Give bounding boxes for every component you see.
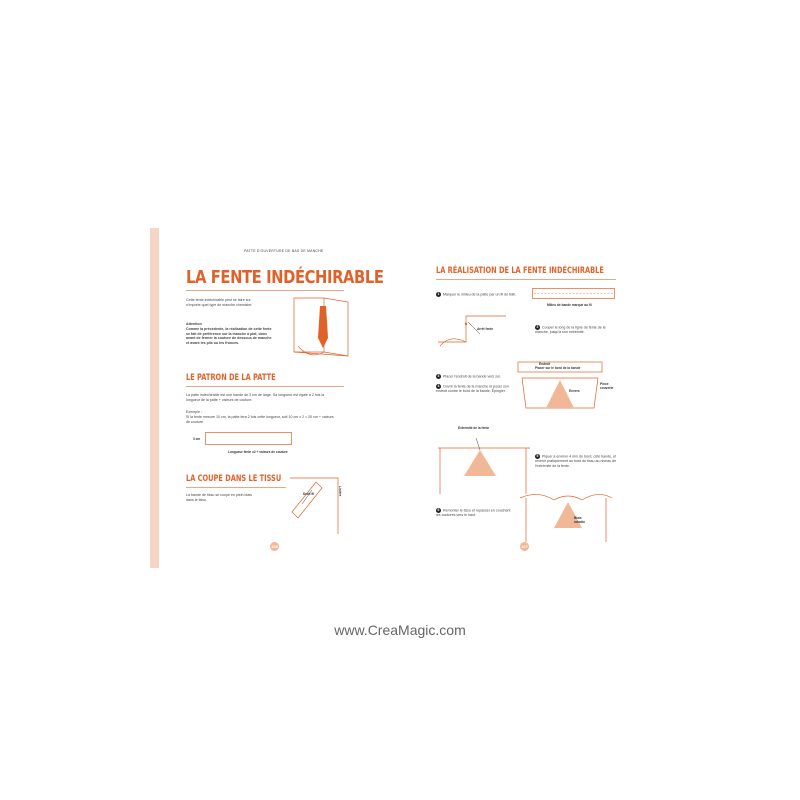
attention-text: Comme la précédente, la réalisation de cette fente se fait de préférence sur la manche à plat, donc avant de fermer la couture de dessous de manche et avant les plis ou les fronces. xyxy=(186,327,272,345)
pince-label: Pince couverte xyxy=(600,382,614,390)
coupe-text: La bande de tissu se coupe en plein biais dans le tissu. xyxy=(186,493,252,502)
step-4-number: 4 xyxy=(437,384,440,388)
step-3-number: 3 xyxy=(437,374,440,378)
section-title-patron: LE PATRON DE LA PATTE xyxy=(186,373,276,383)
section-title-coupe: LA COUPE DANS LE TISSU xyxy=(186,474,282,484)
step-5: 5 Piquer à environ 4 mm du bord, côté bande, et revenir pratiquement au bord du tissu au niveau de l'extrémité de la fente. xyxy=(535,454,617,468)
biais-label: Biais rabattu xyxy=(574,516,585,524)
droit-fil-label: Droit fil xyxy=(303,492,315,496)
step-2-number: 2 xyxy=(536,325,539,329)
finished-slit-diagram xyxy=(518,488,614,544)
extremite-label: Extrémité de la fente xyxy=(458,426,490,430)
bias-cut-diagram xyxy=(282,476,352,536)
patron-text: La patte indéchirable est une bande de 3 cm de large. Sa longueur est égale à 2 fois la longueur de la patte + valeurs de couture. xyxy=(186,393,325,402)
left-page-number: 106 xyxy=(271,544,278,549)
endroit-label: Endroit xyxy=(539,362,551,366)
step-1-number: 1 xyxy=(437,292,440,296)
right-page-title: LA RÉALISATION DE LA FENTE INDÉCHIRABLE xyxy=(436,266,604,276)
title-rule xyxy=(186,290,344,291)
example-text: Si la fente mesure 10 cm, la patte fera 2 fois cette longueur, soit 10 cm x 2 = 20 cm + valeurs de couture. xyxy=(186,415,334,424)
milieu-label: Milieu de bande marqué au fil xyxy=(547,303,592,307)
band-pattern-diagram xyxy=(205,432,295,448)
left-page-color-band xyxy=(150,228,159,568)
step-4: 4 Ouvrir la fente de la manche et poser son endroit contre le bord de la bande. Épingler. xyxy=(436,384,509,394)
step-2: 2 Couper le long de la ligne de fente de la manche, jusqu'à son extrémité. xyxy=(535,325,606,335)
example-label: Exemple : xyxy=(186,410,202,414)
slit-cut-diagram xyxy=(436,312,508,352)
placer-label: Placer sur le bord de la bande xyxy=(535,366,581,370)
dim-length-label: Longueur fente x2 + valeurs de couture xyxy=(228,450,288,454)
lisiere-label: Lisière xyxy=(338,486,342,497)
step-1: 1 Marquer le milieu de la patte par un fil de bâti. xyxy=(437,292,516,297)
step-3: 3 Placer l'endroit de la bande vers soi. xyxy=(437,374,501,379)
step-6-number: 6 xyxy=(437,508,440,512)
step-5-number: 5 xyxy=(536,454,539,458)
step-6: 6 Remonter le tissu et repasser en couchant les coutures vers le haut. xyxy=(436,508,511,518)
stitching-diagram xyxy=(436,436,532,496)
cuff-illustration xyxy=(290,296,350,366)
right-page-number: 107 xyxy=(521,544,528,549)
section-rule-coupe xyxy=(186,487,286,488)
intro-text: Cette fente indéchirable peut se faire sur n'importe quel type de manche chemisier. xyxy=(186,298,253,307)
page-title: LA FENTE INDÉCHIRABLE xyxy=(186,267,384,288)
section-rule-patron xyxy=(186,386,344,387)
attention-label: Attention xyxy=(186,322,202,326)
envers-label: Envers xyxy=(569,389,580,393)
watermark: www.CreaMagic.com xyxy=(334,622,466,638)
running-head: PATTE D'OUVERTURE DE BAS DE MANCHE xyxy=(244,249,324,253)
band-marked-diagram xyxy=(532,288,616,302)
dim-width-label: 3 cm xyxy=(193,437,201,441)
right-title-rule xyxy=(436,279,616,280)
arret-fente-label: Arrêt fente xyxy=(477,327,494,331)
